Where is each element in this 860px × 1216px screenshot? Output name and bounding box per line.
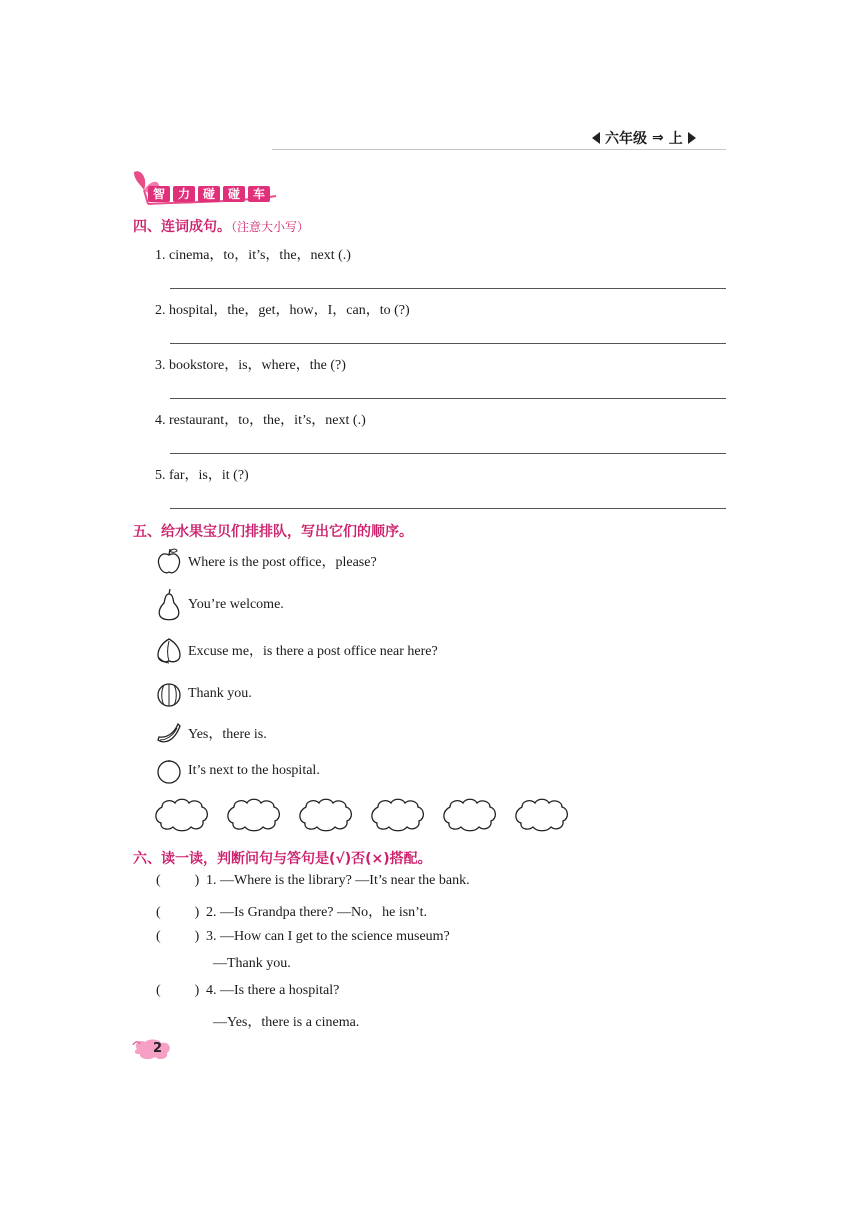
answer-paren[interactable] bbox=[156, 929, 206, 945]
cloud-answer-box[interactable] bbox=[512, 797, 570, 833]
answer-line-3[interactable] bbox=[170, 398, 726, 399]
pear-icon bbox=[156, 588, 182, 622]
fruit-item bbox=[156, 547, 377, 575]
logo-char: 车 bbox=[248, 186, 270, 202]
cloud-answer-box[interactable] bbox=[368, 797, 426, 833]
section4-heading: 四、连词成句。 bbox=[133, 219, 231, 235]
section4-title bbox=[133, 216, 309, 236]
question-1: 1. cinema，to，it’s，the，next (.) bbox=[155, 248, 351, 263]
cloud-answer-box[interactable] bbox=[224, 797, 282, 833]
fruit-item-text: Where is the post office，please? bbox=[188, 555, 377, 570]
paren-open: ( bbox=[156, 873, 161, 888]
term-label: 上 bbox=[668, 131, 683, 147]
fruit-item-text: It’s next to the hospital. bbox=[188, 763, 320, 778]
judge-row bbox=[156, 873, 470, 889]
page-number: 2 bbox=[153, 1041, 163, 1056]
paren-close: ) bbox=[194, 873, 200, 888]
fruit-item bbox=[156, 758, 320, 784]
judge-text: 3. —How can I get to the science museum? bbox=[206, 929, 450, 944]
apple-icon bbox=[156, 547, 182, 575]
banana-icon bbox=[156, 720, 182, 746]
logo-title bbox=[148, 186, 270, 202]
judge-text: 4. —Is there a hospital? bbox=[206, 983, 340, 998]
peach-icon bbox=[156, 635, 182, 665]
question-2: 2. hospital，the，get，how，I，can，to (?) bbox=[155, 303, 410, 318]
paren-open: ( bbox=[156, 929, 161, 944]
cloud-answer-box[interactable] bbox=[152, 797, 210, 833]
section6-title: 六、读一读，判断问句与答句是(√)否(×)搭配。 bbox=[133, 851, 432, 867]
question-5: 5. far，is，it (?) bbox=[155, 468, 249, 483]
page-badge-icon bbox=[131, 1037, 173, 1061]
answer-paren[interactable] bbox=[156, 983, 206, 999]
answer-line-1[interactable] bbox=[170, 288, 726, 289]
fruit-item bbox=[156, 635, 438, 665]
left-triangle-icon bbox=[592, 132, 600, 144]
judge-text: 2. —Is Grandpa there? —No，he isn’t. bbox=[206, 905, 427, 920]
fruit-item-text: Thank you. bbox=[188, 686, 252, 701]
paren-close: ) bbox=[194, 929, 200, 944]
paren-open: ( bbox=[156, 905, 161, 920]
judge-text: 1. —Where is the library? —It’s near the bank. bbox=[206, 873, 470, 888]
cloud-answer-box[interactable] bbox=[296, 797, 354, 833]
answer-paren[interactable] bbox=[156, 873, 206, 889]
question-4: 4. restaurant，to，the，it’s，next (.) bbox=[155, 413, 366, 428]
fruit-item bbox=[156, 588, 284, 622]
logo-char: 智 bbox=[148, 186, 170, 202]
judge-row bbox=[156, 929, 450, 945]
answer-paren[interactable] bbox=[156, 905, 206, 921]
logo-char: 碰 bbox=[223, 186, 245, 202]
answer-line-5[interactable] bbox=[170, 508, 726, 509]
header-divider bbox=[272, 149, 726, 150]
paren-close: ) bbox=[194, 983, 200, 998]
section5-title: 五、给水果宝贝们排排队，写出它们的顺序。 bbox=[133, 524, 413, 540]
judge-answer-text: —Yes，there is a cinema. bbox=[213, 1015, 360, 1030]
grade-label: 六年级 bbox=[605, 131, 647, 147]
fruit-item-text: Excuse me，is there a post office near here? bbox=[188, 644, 438, 659]
cloud-answer-row bbox=[152, 797, 570, 833]
logo-char: 碰 bbox=[198, 186, 220, 202]
right-triangle-icon bbox=[688, 132, 696, 144]
question-3: 3. bookstore，is，where，the (?) bbox=[155, 358, 346, 373]
watermelon-icon bbox=[156, 680, 182, 708]
logo-char: 力 bbox=[173, 186, 195, 202]
answer-line-2[interactable] bbox=[170, 343, 726, 344]
answer-line-4[interactable] bbox=[170, 453, 726, 454]
judge-row bbox=[156, 901, 427, 921]
fruit-item-text: Yes，there is. bbox=[188, 727, 267, 742]
grade-nav bbox=[592, 128, 696, 148]
paren-open: ( bbox=[156, 983, 161, 998]
judge-answer-text: —Thank you. bbox=[213, 956, 291, 971]
section4-note: （注意大小写） bbox=[231, 220, 310, 234]
fruit-item bbox=[156, 720, 267, 746]
fruit-item bbox=[156, 680, 252, 708]
cloud-answer-box[interactable] bbox=[440, 797, 498, 833]
paren-close: ) bbox=[194, 905, 200, 920]
orange-icon bbox=[156, 758, 182, 784]
right-arrow-icon: ⇒ bbox=[652, 130, 664, 146]
judge-row bbox=[156, 983, 339, 999]
fruit-item-text: You’re welcome. bbox=[188, 597, 284, 612]
